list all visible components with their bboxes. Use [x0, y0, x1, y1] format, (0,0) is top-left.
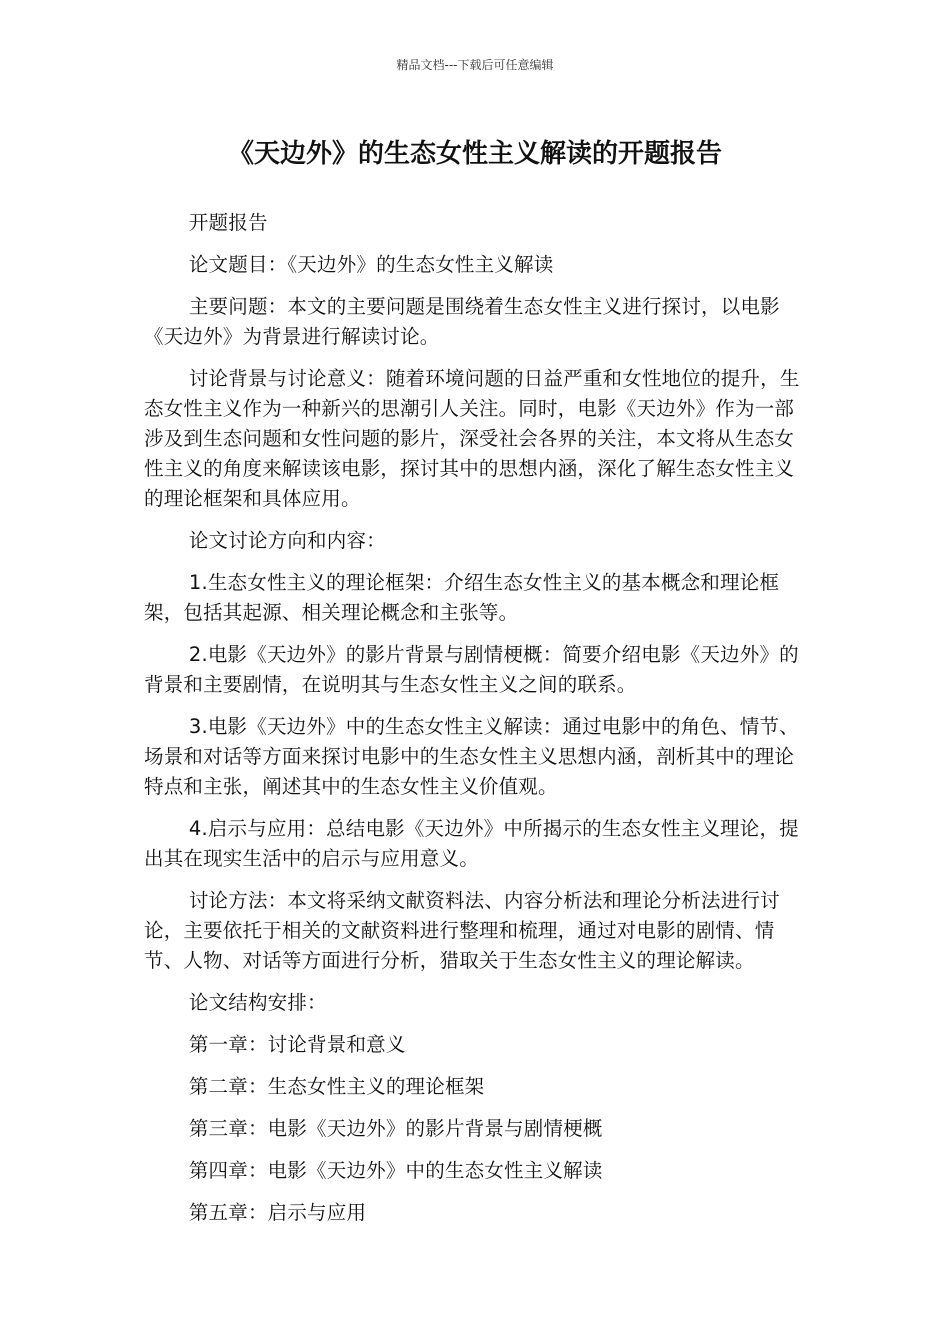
paragraph-report-label: 开题报告: [188, 211, 268, 234]
document-body: [144, 208, 806, 1240]
chapter-2: 第二章：生态女性主义的理论框架: [188, 1075, 485, 1098]
paragraph-item-3: 3.电影《天边外》中的生态女性主义解读：通过电影中的角色、情节、场景和对话等方面来探讨电影中的生态女性主义思想内涵，剖析其中的理论特点和主张，阐述其中的生态女性主义价值观。: [144, 715, 799, 798]
paragraph-thesis-title: 论文题目：《天边外》的生态女性主义解读: [188, 253, 554, 276]
page-header: 精品文档---下载后可任意编辑: [396, 58, 554, 72]
paragraph-background: 讨论背景与讨论意义：随着环境问题的日益严重和女性地位的提升，生态女性主义作为一种新兴的思潮引人关注。同时，电影《天边外》作为一部涉及到生态问题和女性问题的影片，深受社会各界的关注，本文将从生态女性主义的角度来解读该电影，探讨其中的思想内涵，深化了解生态女性主义的理论框架和具体应用。: [144, 367, 800, 510]
chapter-5: 第五章：启示与应用: [188, 1201, 367, 1224]
paragraph-item-2: 2.电影《天边外》的影片背景与剧情梗概：简要介绍电影《天边外》的背景和主要剧情，在说明其与生态女性主义之间的联系。: [144, 643, 799, 696]
paragraph-structure-heading: 论文结构安排：: [188, 991, 327, 1014]
paragraph-direction-heading: 论文讨论方向和内容：: [188, 529, 386, 552]
document-title: 《天边外》的生态女性主义解读的开题报告: [227, 139, 722, 169]
paragraph-method: 讨论方法：本文将采纳文献资料法、内容分析法和理论分析法进行讨论，主要依托于相关的文献资料进行整理和梳理，通过对电影的剧情、情节、人物、对话等方面进行分析，猎取关于生态女性主义的理论解读。: [144, 889, 780, 972]
paragraph-item-4: 4.启示与应用：总结电影《天边外》中所揭示的生态女性主义理论，提出其在现实生活中的启示与应用意义。: [144, 817, 799, 870]
paragraph-item-1: 1.生态女性主义的理论框架：介绍生态女性主义的基本概念和理论框架，包括其起源、相关理论概念和主张等。: [144, 571, 780, 624]
chapter-1: 第一章：讨论背景和意义: [188, 1033, 406, 1056]
chapter-3: 第三章：电影《天边外》的影片背景与剧情梗概: [188, 1117, 603, 1140]
paragraph-main-question: 主要问题：本文的主要问题是围绕着生态女性主义进行探讨，以电影《天边外》为背景进行解读讨论。: [144, 295, 780, 348]
chapter-4: 第四章：电影《天边外》中的生态女性主义解读: [188, 1159, 603, 1182]
